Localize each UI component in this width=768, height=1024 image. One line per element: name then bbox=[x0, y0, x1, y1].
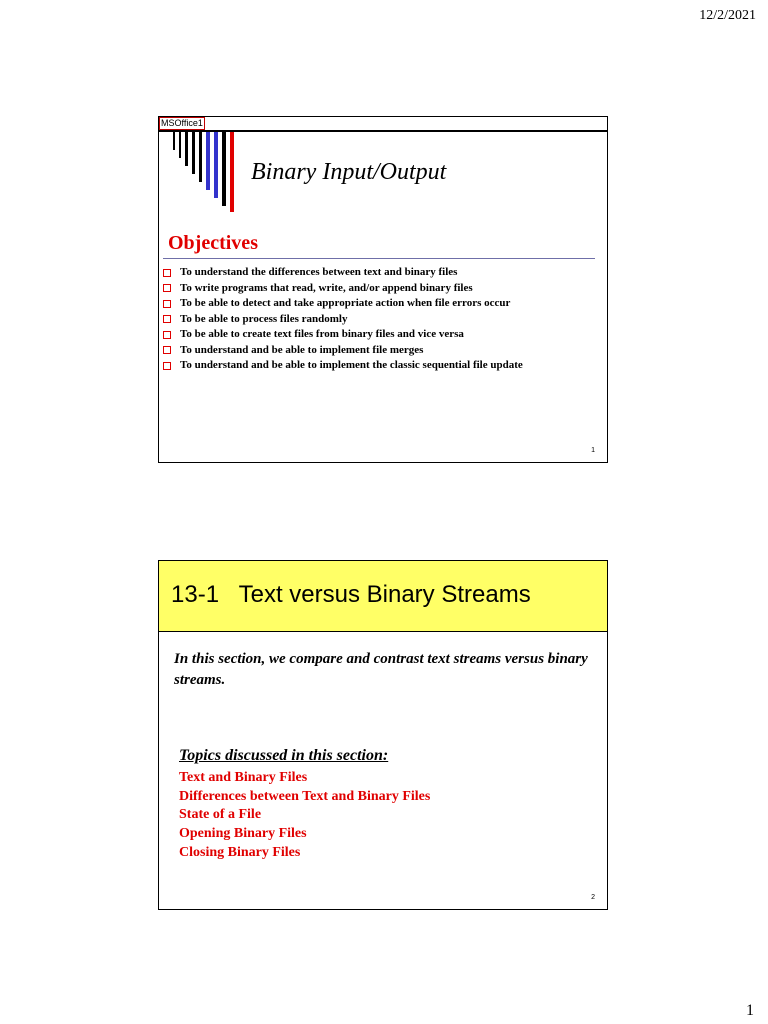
square-bullet-icon bbox=[163, 269, 171, 277]
square-bullet-icon bbox=[163, 284, 171, 292]
slide-number: 2 bbox=[591, 894, 595, 901]
page-number: 1 bbox=[746, 1002, 754, 1019]
square-bullet-icon bbox=[163, 331, 171, 339]
square-bullet-icon bbox=[163, 300, 171, 308]
list-item: To understand and be able to implement the classic sequential file update bbox=[163, 358, 523, 374]
list-item: To understand the differences between text and binary files bbox=[163, 265, 523, 281]
square-bullet-icon bbox=[163, 315, 171, 323]
square-bullet-icon bbox=[163, 362, 171, 370]
list-item: To be able to detect and take appropriate action when file errors occur bbox=[163, 296, 523, 312]
slide-number: 1 bbox=[591, 447, 595, 454]
slide-2 bbox=[158, 560, 608, 910]
header-date: 12/2/2021 bbox=[699, 8, 756, 23]
title-band bbox=[159, 561, 607, 632]
list-item: To understand and be able to implement file merges bbox=[163, 343, 523, 359]
section-intro: In this section, we compare and contrast text streams versus binary streams. bbox=[174, 651, 588, 688]
msoffice-tag: MSOffice1 bbox=[161, 118, 203, 128]
topics-list bbox=[179, 769, 430, 862]
objectives-heading: Objectives bbox=[168, 232, 258, 254]
list-item: To be able to create text files from binary files and vice versa bbox=[163, 327, 523, 343]
list-item: Text and Binary Files bbox=[179, 770, 308, 785]
slide-1-title: Binary Input/Output bbox=[251, 159, 447, 185]
list-item: To write programs that read, write, and/or append binary files bbox=[163, 281, 523, 297]
list-item: Opening Binary Files bbox=[179, 826, 307, 842]
slide-1 bbox=[158, 116, 608, 463]
list-item: Closing Binary Files bbox=[179, 844, 301, 860]
topics-heading: Topics discussed in this section: bbox=[179, 747, 389, 764]
slide-2-title: 13-1 Text versus Binary Streams bbox=[171, 581, 531, 608]
decorative-stripes-icon bbox=[169, 132, 239, 212]
square-bullet-icon bbox=[163, 346, 171, 354]
objectives-list bbox=[163, 265, 523, 374]
list-item: Differences between Text and Binary Files bbox=[179, 788, 431, 804]
list-item: To be able to process files randomly bbox=[163, 312, 523, 328]
objectives-divider bbox=[163, 258, 595, 259]
list-item: State of a File bbox=[179, 807, 262, 823]
